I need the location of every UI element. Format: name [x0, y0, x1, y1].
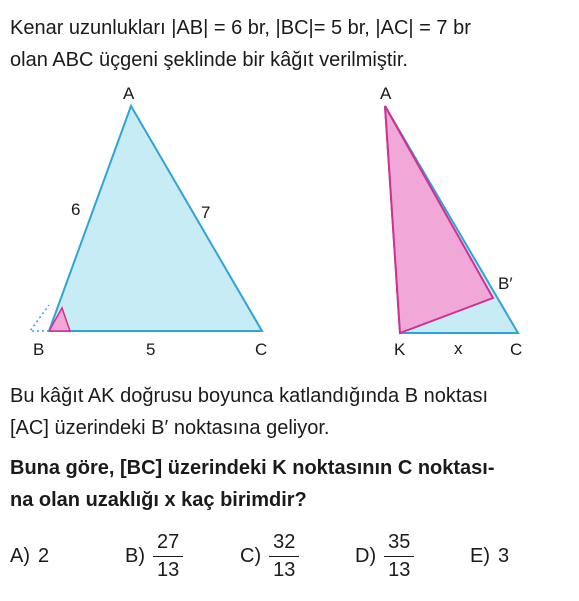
fold-description [10, 380, 570, 444]
vertex-c-label: C [510, 340, 523, 359]
option-a[interactable] [10, 528, 49, 584]
triangle-abc [30, 84, 267, 359]
question [10, 452, 570, 516]
folded-triangle [380, 84, 522, 359]
vertex-c-label: C [255, 340, 268, 359]
fraction [269, 531, 299, 582]
vertex-b-label: B [33, 340, 45, 359]
question-line: na olan uzaklığı x kaç birimdir? [10, 489, 307, 511]
vertex-a-label: A [380, 84, 392, 103]
numerator: 35 [384, 531, 414, 557]
vertex-b-prime-label: B′ [498, 274, 513, 293]
side-ab-label: 6 [71, 200, 81, 219]
option-d[interactable] [355, 528, 414, 584]
denominator: 13 [273, 558, 296, 581]
option-letter: A) [10, 544, 30, 567]
intro-line: olan ABC üçgeni şeklinde bir kâğıt verilmiştir. [10, 49, 408, 71]
vertex-a-label: A [123, 84, 135, 103]
option-c[interactable] [240, 528, 299, 584]
problem-intro [10, 12, 570, 76]
numerator: 32 [269, 531, 299, 557]
triangle-figures [0, 84, 579, 374]
fraction [153, 531, 183, 582]
option-value: 2 [38, 544, 50, 567]
option-letter: B) [125, 544, 145, 567]
segment-x-label: x [454, 339, 463, 358]
side-ac-label: 7 [201, 203, 211, 222]
fold-line: [AC] üzerindeki B′ noktasına geliyor. [10, 417, 330, 439]
denominator: 13 [388, 558, 411, 581]
option-b[interactable] [125, 528, 183, 584]
dotted-fold-outline [30, 305, 49, 331]
option-value: 3 [498, 544, 510, 567]
numerator: 27 [153, 531, 183, 557]
folded-region [385, 106, 493, 333]
denominator: 13 [157, 558, 180, 581]
question-line: Buna göre, [BC] üzerindeki K noktasının C noktası- [10, 457, 495, 479]
option-letter: D) [355, 544, 377, 567]
triangle-abc-shape [49, 106, 262, 331]
option-letter: C) [240, 544, 262, 567]
side-bc-label: 5 [146, 340, 156, 359]
vertex-k-label: K [394, 340, 406, 359]
option-letter: E) [470, 544, 490, 567]
fraction [384, 531, 414, 582]
option-e[interactable] [470, 528, 509, 584]
intro-line: Kenar uzunlukları |AB| = 6 br, |BC|= 5 br, |AC| = 7 br [10, 17, 471, 39]
answer-options [10, 528, 570, 588]
fold-line: Bu kâğıt AK doğrusu boyunca katlandığında B noktası [10, 385, 489, 407]
